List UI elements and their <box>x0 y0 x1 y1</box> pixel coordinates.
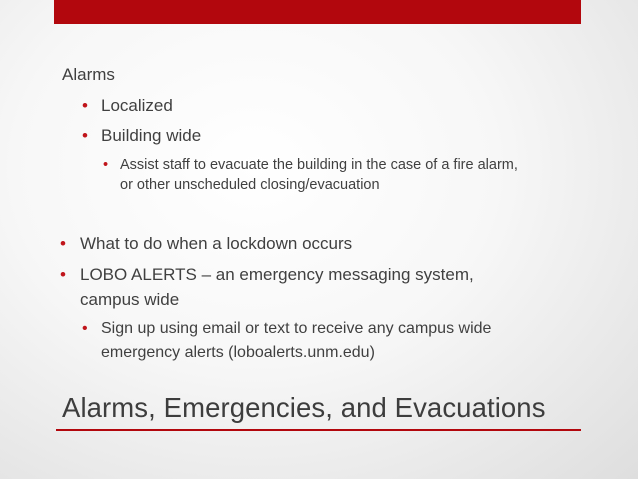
bullet-icon: • <box>82 320 88 337</box>
localized-item: Localized <box>101 96 173 115</box>
bullet-icon: • <box>82 96 88 115</box>
slide-title: Alarms, Emergencies, and Evacuations <box>62 392 546 423</box>
bullet-icon: • <box>60 234 66 253</box>
bullet-icon: • <box>103 157 109 173</box>
signup-line-1: Sign up using email or text to receive any campus wide <box>101 320 492 337</box>
building-wide-item: Building wide <box>101 126 202 145</box>
lobo-alerts-line-1: LOBO ALERTS – an emergency messaging system, <box>80 265 474 284</box>
title-underline <box>56 429 581 431</box>
lobo-alerts-line-2: campus wide <box>80 290 180 309</box>
bullet-icon: • <box>82 126 88 145</box>
alarms-heading: Alarms <box>62 65 115 84</box>
signup-line-2: emergency alerts (loboalerts.unm.edu) <box>101 344 375 361</box>
assist-staff-line-2: or other unscheduled closing/evacuation <box>120 177 380 193</box>
assist-staff-line-1: Assist staff to evacuate the building in the case of a fire alarm, <box>120 157 518 173</box>
lockdown-item: What to do when a lockdown occurs <box>80 234 353 253</box>
bullet-icon: • <box>60 265 66 284</box>
